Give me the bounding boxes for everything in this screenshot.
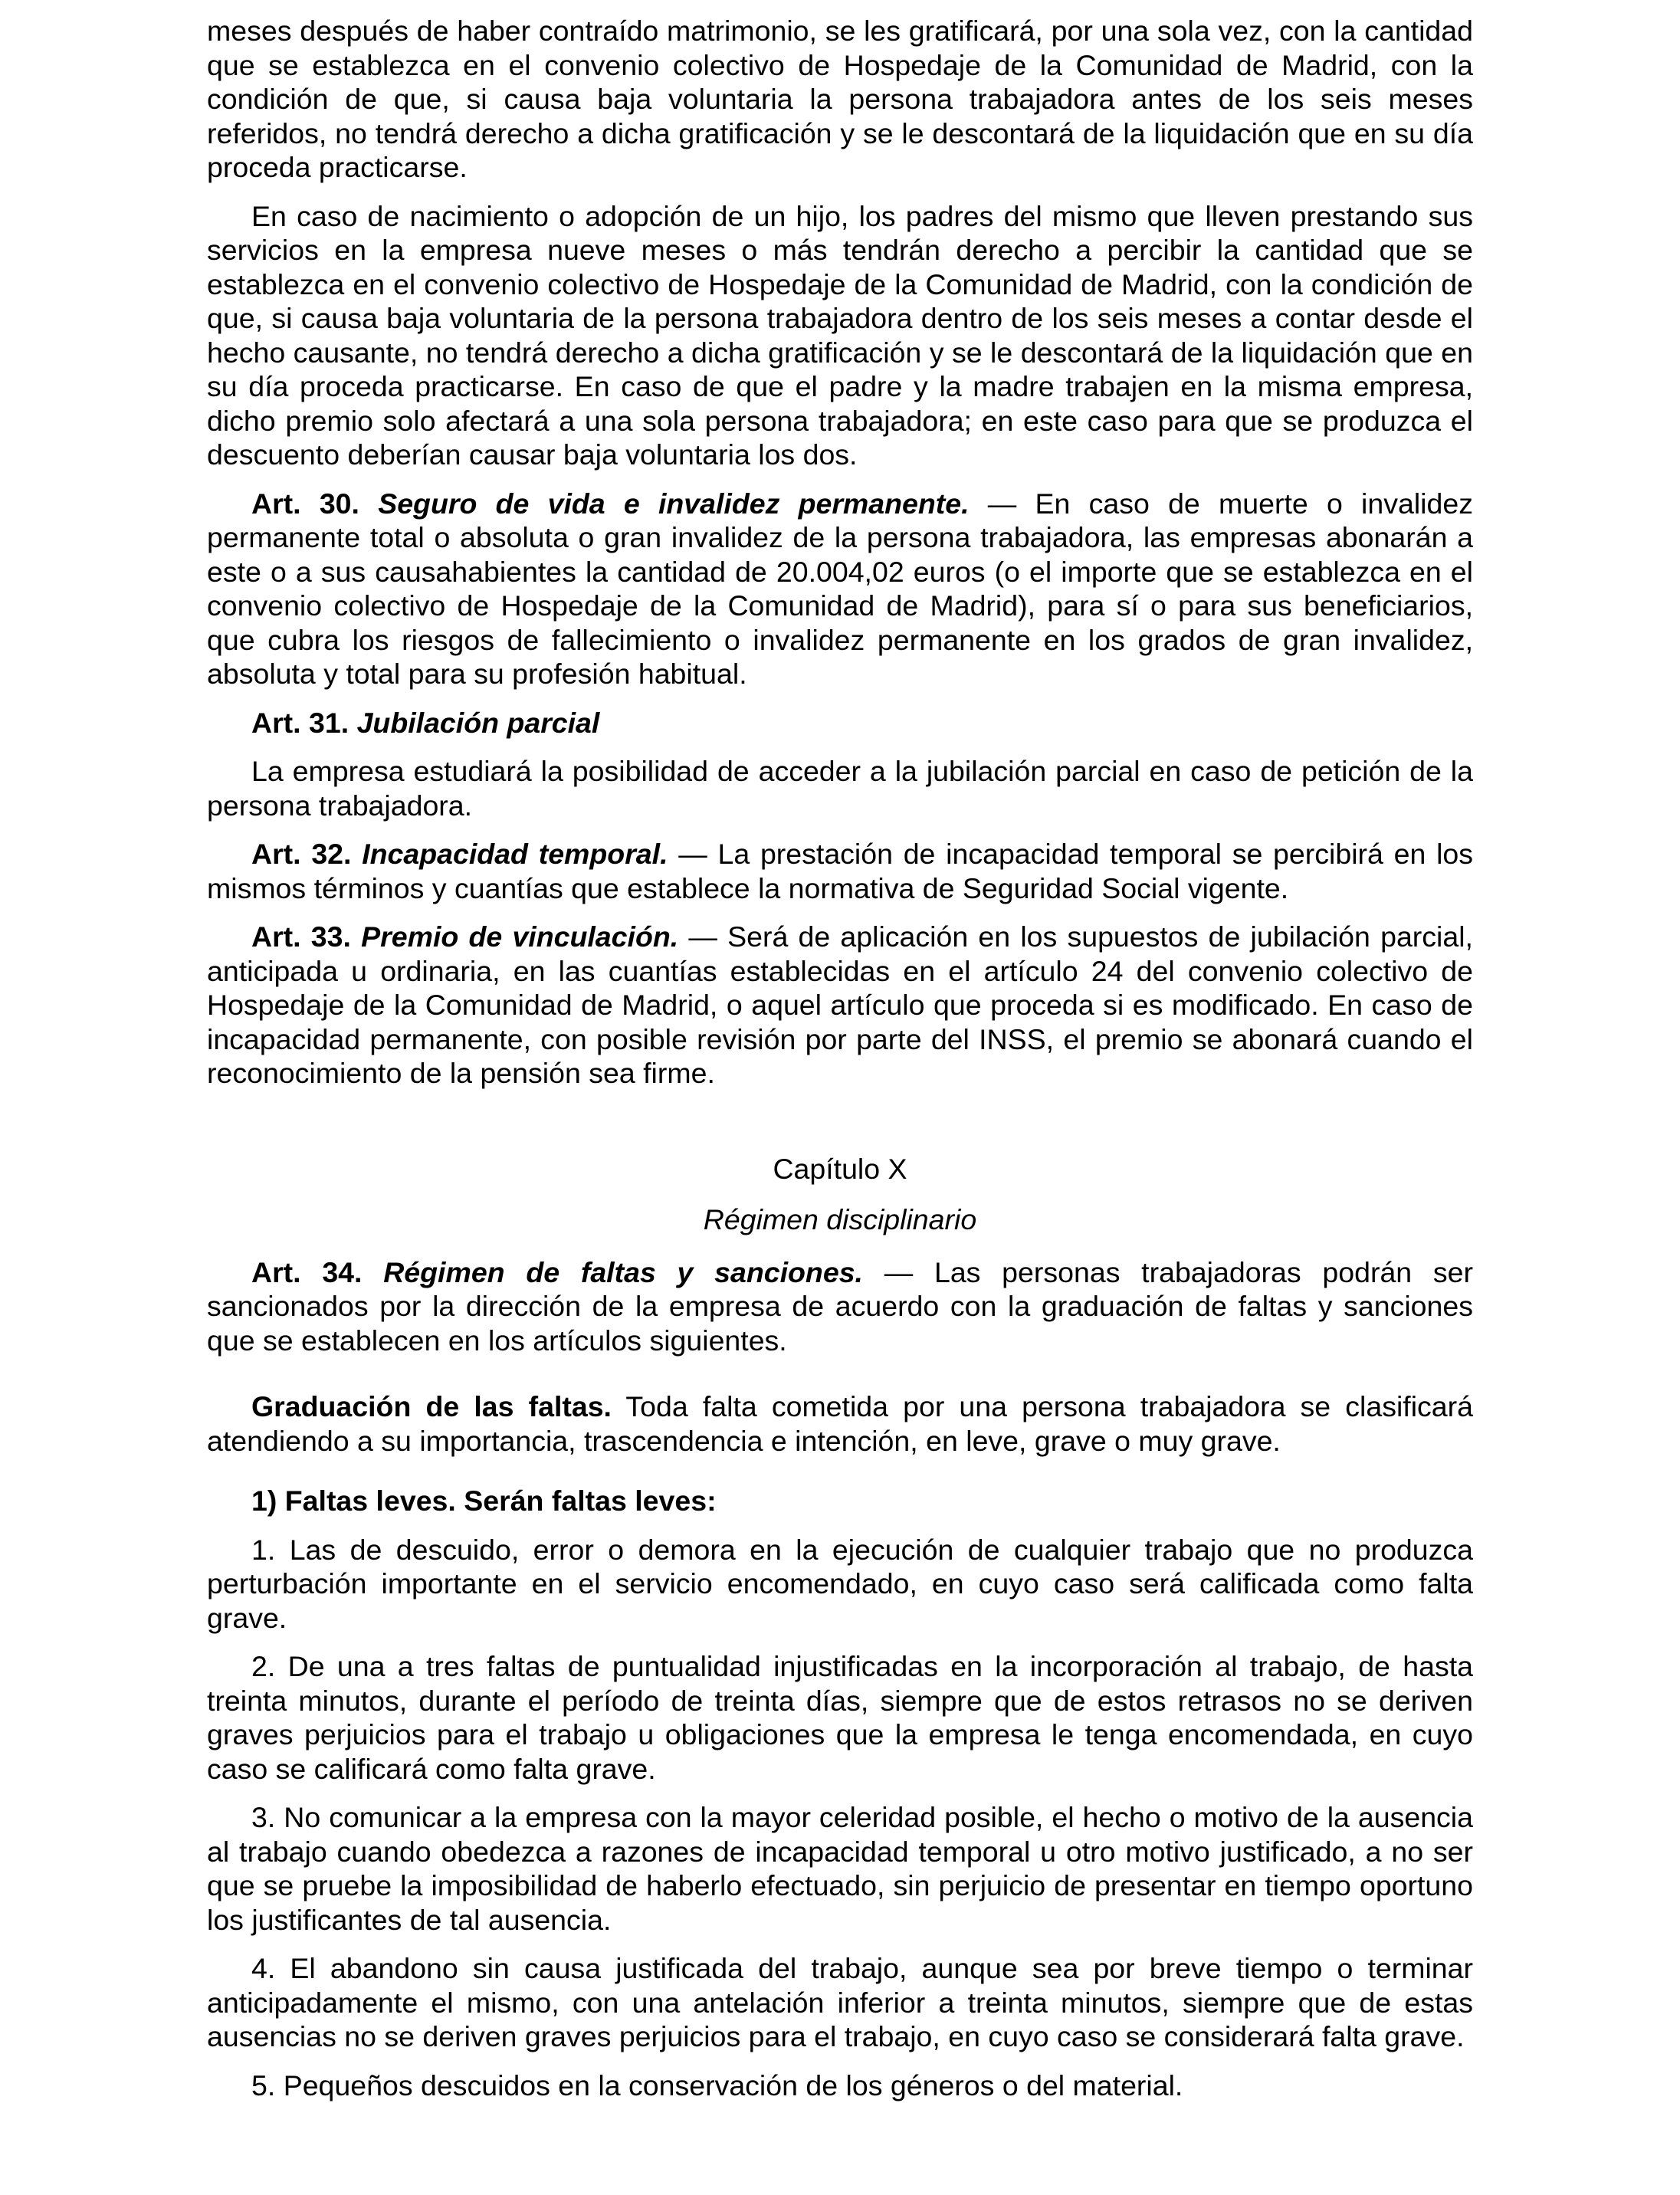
article-32-title: Incapacidad temporal.: [362, 838, 668, 870]
falta-leve-item: 2. De una a tres faltas de puntualidad injustificadas en la incorporación al trabajo, de hasta treinta minutos, durante el período de treinta días, siempre que de estos retrasos no se deriven graves perjuicios para el trabajo u obligaciones que la empresa le tenga encomendada, en cuyo caso se calificará como falta grave.: [207, 1650, 1473, 1785]
article-34-number: Art. 34.: [251, 1255, 363, 1288]
paragraph-nacimiento: En caso de nacimiento o adopción de un hijo, los padres del mismo que lleven prestando sus servicios en la empresa nueve meses o más tendrán derecho a percibir la cantidad que se establezca en el convenio colectivo de Hospedaje de la Comunidad de Madrid, con la condición de que, si causa baja voluntaria de la persona trabajadora dentro de los seis meses a contar desde el hecho causante, no tendrá derecho a dicha gratificación y se le descontará de la liquidación que en su día proceda practicarse. En caso de que el padre y la madre trabajen en la misma empresa, dicho premio solo afectará a una sola persona trabajadora; en este caso para que se produzca el descuento deberían causar baja voluntaria los dos.: [207, 199, 1473, 471]
document-page: [207, 14, 1473, 2117]
article-33-text: — Será de aplicación en los supuestos de jubilación parcial, anticipada u ordinaria, en las cuantías establecidas en el artículo 24 del convenio colectivo de Hospedaje de la Comunidad de Madrid, o aquel artículo que proceda si es modificado. En caso de incapacidad permanente, con posible revisión por parte del INSS, el premio se abonará cuando el reconocimiento de la pensión sea firme.: [207, 920, 1473, 1089]
article-31-text: La empresa estudiará la posibilidad de acceder a la jubilación parcial en caso de petición de la persona trabajadora.: [207, 755, 1473, 822]
graduacion-text: Toda falta cometida por una persona trabajadora se clasificará atendiendo a su importancia, trascendencia e intención, en leve, grave o muy grave.: [207, 1390, 1473, 1457]
article-34: [207, 1255, 1473, 1358]
falta-leve-item: 5. Pequeños descuidos en la conservación de los géneros o del material.: [251, 2069, 1183, 2101]
article-32-text: — La prestación de incapacidad temporal se percibirá en los mismos términos y cuantías que establece la normativa de Seguridad Social vigente.: [207, 838, 1473, 904]
article-30-title: Seguro de vida e invalidez permanente.: [378, 487, 970, 520]
article-33-number: Art. 33.: [251, 920, 351, 953]
falta-leve-item: 4. El abandono sin causa justificada del trabajo, aunque sea por breve tiempo o terminar anticipadamente el mismo, con una antelación inferior a treinta minutos, siempre que de estas ausencias no se deriven graves perjuicios para el trabajo, en cuyo caso se considerará falta grave.: [207, 1952, 1473, 2052]
faltas-leves-heading: 1) Faltas leves. Serán faltas leves:: [251, 1485, 717, 1517]
chapter-title: Capítulo X: [773, 1152, 907, 1185]
article-34-text: — Las personas trabajadoras podrán ser sancionados por la dirección de la empresa de acuerdo con la graduación de faltas y sanciones que se establecen en los artículos siguientes.: [207, 1255, 1473, 1357]
article-31-title: Jubilación parcial: [356, 706, 600, 739]
article-30-number: Art. 30.: [251, 487, 359, 520]
article-32: [207, 837, 1473, 905]
falta-leve-item: 1. Las de descuido, error o demora en la ejecución de cualquier trabajo que no produzca perturbación importante en el servicio encomendado, en cuyo caso será calificada como falta grave.: [207, 1533, 1473, 1634]
chapter-subtitle: Régimen disciplinario: [703, 1203, 977, 1235]
article-30-text: — En caso de muerte o invalidez permanente total o absoluta o gran invalidez de la persona trabajadora, las empresas abonarán a este o a sus causahabientes la cantidad de 20.004,02 euros (o el importe que se establezca en el convenio colectivo de Hospedaje de la Comunidad de Madrid), para sí o para sus beneficiarios, que cubra los riesgos de fallecimiento o invalidez permanente en los grados de gran invalidez, absoluta y total para su profesión habitual.: [207, 487, 1473, 690]
paragraph-matrimonio: meses después de haber contraído matrimonio, se les gratificará, por una sola vez, con la cantidad que se establezca en el convenio colectivo de Hospedaje de la Comunidad de Madrid, con la condición de que, si causa baja voluntaria la persona trabajadora antes de los seis meses referidos, no tendrá derecho a dicha gratificación y se le descontará de la liquidación que en su día proceda practicarse.: [207, 15, 1473, 183]
article-31-heading: [207, 706, 1473, 740]
article-33-title: Premio de vinculación.: [361, 920, 679, 953]
article-33: [207, 920, 1473, 1091]
graduacion-faltas: [207, 1390, 1473, 1458]
article-34-title: Régimen de faltas y sanciones.: [383, 1255, 863, 1288]
falta-leve-item: 3. No comunicar a la empresa con la mayor celeridad posible, el hecho o motivo de la ausencia al trabajo cuando obedezca a razones de incapacidad temporal u otro motivo justificado, a no ser que se pruebe la imposibilidad de haberlo efectuado, sin perjuicio de presentar en tiempo oportuno los justificantes de tal ausencia.: [207, 1801, 1473, 1936]
graduacion-label: Graduación de las faltas.: [251, 1390, 612, 1422]
article-31-number: Art. 31.: [251, 706, 349, 739]
article-30: [207, 487, 1473, 691]
article-32-number: Art. 32.: [251, 838, 352, 870]
